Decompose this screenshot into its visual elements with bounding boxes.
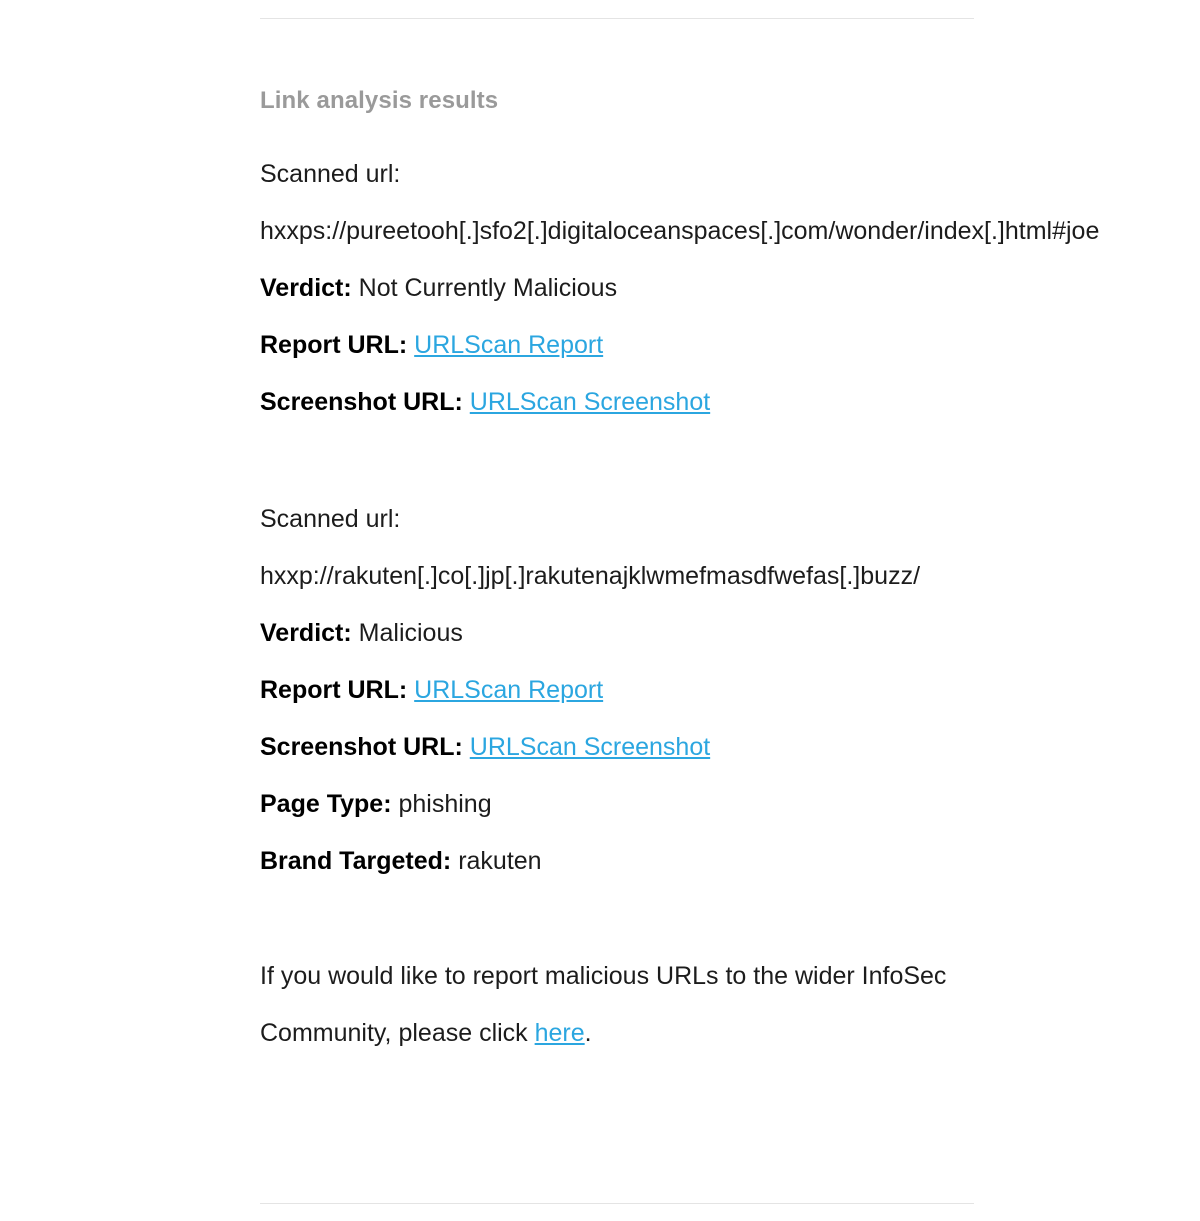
report-url-link[interactable]: URLScan Report bbox=[414, 331, 604, 359]
report-url-label: Report URL: bbox=[260, 331, 408, 359]
footer-spacer bbox=[260, 890, 1020, 948]
verdict-row bbox=[260, 605, 1020, 662]
scanned-url-label: Scanned url: bbox=[260, 505, 401, 533]
link-analysis-section bbox=[260, 86, 1100, 1062]
section-title: Link analysis results bbox=[260, 87, 499, 114]
screenshot-url-label: Screenshot URL: bbox=[260, 733, 463, 761]
footer-text-after: . bbox=[584, 1019, 592, 1047]
verdict-label: Verdict: bbox=[260, 274, 352, 302]
footer-note bbox=[260, 948, 970, 1062]
report-url-link[interactable]: URLScan Report bbox=[414, 676, 604, 704]
screenshot-url-label: Screenshot URL: bbox=[260, 388, 463, 416]
report-url-row bbox=[260, 662, 1020, 719]
screenshot-url-link[interactable]: URLScan Screenshot bbox=[469, 733, 711, 761]
footer-text-before: If you would like to report malicious URLs to the wider InfoSec Community, please click bbox=[260, 962, 947, 1047]
screenshot-url-row bbox=[260, 719, 1020, 776]
brand-targeted-row bbox=[260, 833, 1020, 890]
verdict-row bbox=[260, 260, 1020, 317]
brand-targeted-value: rakuten bbox=[458, 847, 542, 875]
verdict-value: Malicious bbox=[358, 619, 463, 647]
link-result-1 bbox=[260, 146, 1100, 431]
page-type-value: phishing bbox=[398, 790, 492, 818]
verdict-label: Verdict: bbox=[260, 619, 352, 647]
link-result-2 bbox=[260, 491, 1020, 890]
divider-bottom bbox=[260, 1203, 974, 1204]
page-type-label: Page Type: bbox=[260, 790, 392, 818]
report-url-row bbox=[260, 317, 1020, 374]
report-url-label: Report URL: bbox=[260, 676, 408, 704]
screenshot-url-row bbox=[260, 374, 1020, 431]
scanned-url-value: hxxp://rakuten[.]co[.]jp[.]rakutenajklwmefmasdfwefas[.]buzz/ bbox=[260, 562, 921, 590]
scanned-url-row bbox=[260, 146, 1100, 260]
verdict-value: Not Currently Malicious bbox=[358, 274, 618, 302]
scanned-url-label: Scanned url: bbox=[260, 160, 401, 188]
scanned-url-row bbox=[260, 491, 960, 605]
page-type-row bbox=[260, 776, 1020, 833]
scanned-url-value: hxxps://pureetooh[.]sfo2[.]digitaloceanspaces[.]com/wonder/index[.]html#joe bbox=[260, 217, 1100, 245]
report-here-link[interactable]: here bbox=[534, 1019, 585, 1047]
screenshot-url-link[interactable]: URLScan Screenshot bbox=[469, 388, 711, 416]
divider-top bbox=[260, 18, 974, 19]
brand-targeted-label: Brand Targeted: bbox=[260, 847, 452, 875]
result-spacer bbox=[260, 431, 1020, 491]
